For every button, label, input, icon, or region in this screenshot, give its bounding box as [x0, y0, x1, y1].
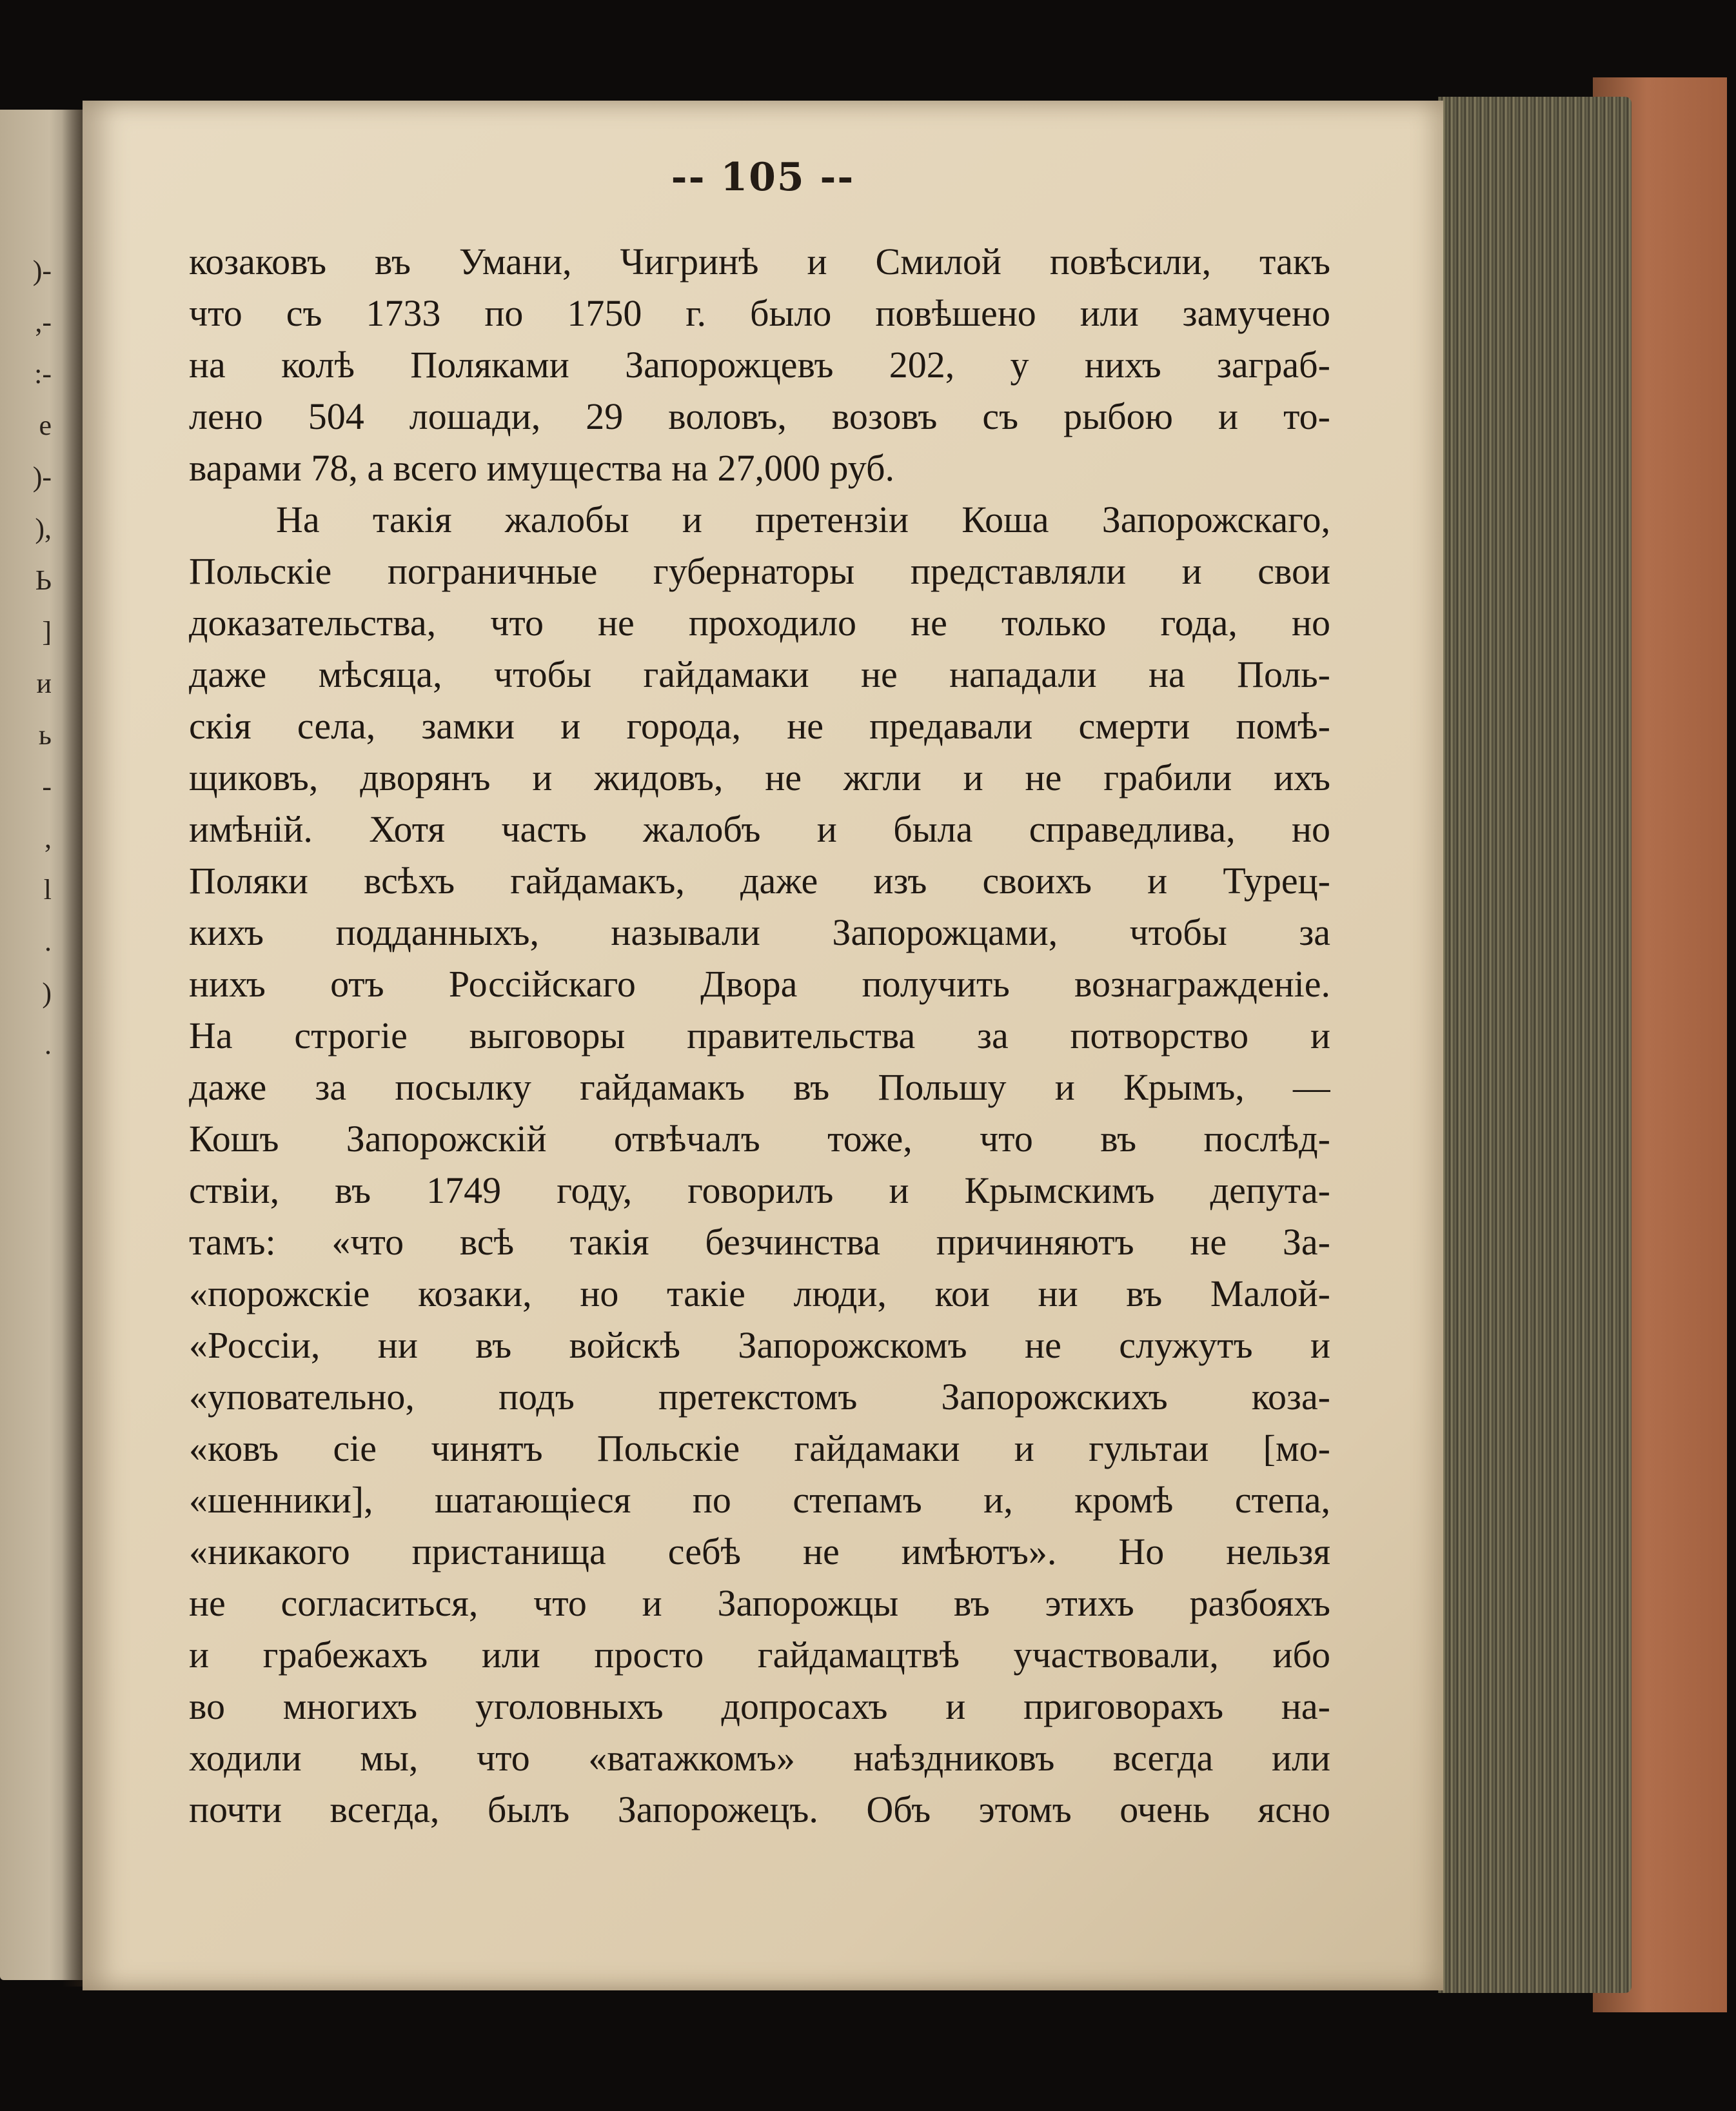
- text-line: «ковъ сіе чинятъ Польскіе гайдамаки и гультаи [мо-: [189, 1427, 1330, 1469]
- text-line: во многихъ уголовныхъ допросахъ и приговорахъ на-: [189, 1685, 1330, 1727]
- text-line: что съ 1733 по 1750 г. было повѣшено или замучено: [189, 292, 1330, 334]
- text-line: варами 78, а всего имущества на 27,000 руб.: [189, 447, 894, 489]
- text-line: щиковъ, дворянъ и жидовъ, не жгли и не грабили ихъ: [189, 757, 1330, 798]
- text-line: даже мѣсяца, чтобы гайдамаки не нападали на Поль-: [189, 653, 1330, 695]
- text-line: Кошъ Запорожскій отвѣчалъ тоже, что въ послѣд-: [189, 1118, 1330, 1160]
- book-page: [83, 101, 1443, 1990]
- text-line: имѣній. Хотя часть жалобъ и была справедлива, но: [189, 808, 1330, 850]
- text-line: нихъ отъ Россійскаго Двора получить вознагражденіе.: [189, 963, 1330, 1005]
- text-line: козаковъ въ Умани, Чигринѣ и Смилой повѣсили, такъ: [189, 241, 1330, 282]
- text-line: даже за посылку гайдамакъ въ Польшу и Крымъ, —: [189, 1066, 1330, 1108]
- text-line: почти всегда, былъ Запорожецъ. Объ этомъ очень ясно: [189, 1789, 1330, 1830]
- text-line: На строгіе выговоры правительства за потворство и: [189, 1015, 1330, 1056]
- text-line: лено 504 лошади, 29 воловъ, возовъ съ рыбою и то-: [189, 395, 1330, 437]
- text-line: ствіи, въ 1749 году, говорилъ и Крымскимъ депута-: [189, 1169, 1330, 1211]
- text-line: «уповательно, подъ претекстомъ Запорожскихъ коза-: [189, 1376, 1330, 1418]
- text-line: «никакого пристанища себѣ не имѣютъ». Но нельзя: [189, 1531, 1330, 1572]
- text-line: Польскіе пограничные губернаторы представляли и свои: [189, 550, 1330, 592]
- text-line: доказательства, что не проходило не только года, но: [189, 602, 1330, 644]
- text-line: «порожскіе козаки, но такіе люди, кои ни въ Малой-: [189, 1273, 1330, 1314]
- text-line: ходили мы, что «ватажкомъ» наѣздниковъ всегда или: [189, 1737, 1330, 1779]
- text-line: скія села, замки и города, не предавали смерти помѣ-: [189, 705, 1330, 747]
- text-line: кихъ подданныхъ, называли Запорожцами, чтобы за: [189, 911, 1330, 953]
- text-line: тамъ: «что всѣ такія безчинства причиняютъ не За-: [189, 1221, 1330, 1263]
- left-page-edge-text: )- ,- :- e )- ), Ь ] и ь - , l . ) .: [32, 255, 52, 1060]
- text-line: и грабежахъ или просто гайдамацтвѣ участвовали, ибо: [189, 1634, 1330, 1676]
- text-line: На такія жалобы и претензіи Коша Запорожскаго,: [276, 499, 1330, 540]
- text-line: на колѣ Поляками Запорожцевъ 202, у нихъ заграб-: [189, 344, 1330, 386]
- text-line: «шенники], шатающіеся по степамъ и, кромѣ степа,: [189, 1479, 1330, 1521]
- text-line: Поляки всѣхъ гайдамакъ, даже изъ своихъ и Турец-: [189, 860, 1330, 902]
- text-line: не согласиться, что и Запорожцы въ этихъ разбояхъ: [189, 1582, 1330, 1624]
- text-line: «Россіи, ни въ войскѣ Запорожскомъ не служутъ и: [189, 1324, 1330, 1366]
- page-block-edges: [1438, 97, 1632, 1993]
- page-text: [189, 236, 1330, 1836]
- page-number: -- 105 --: [671, 155, 855, 200]
